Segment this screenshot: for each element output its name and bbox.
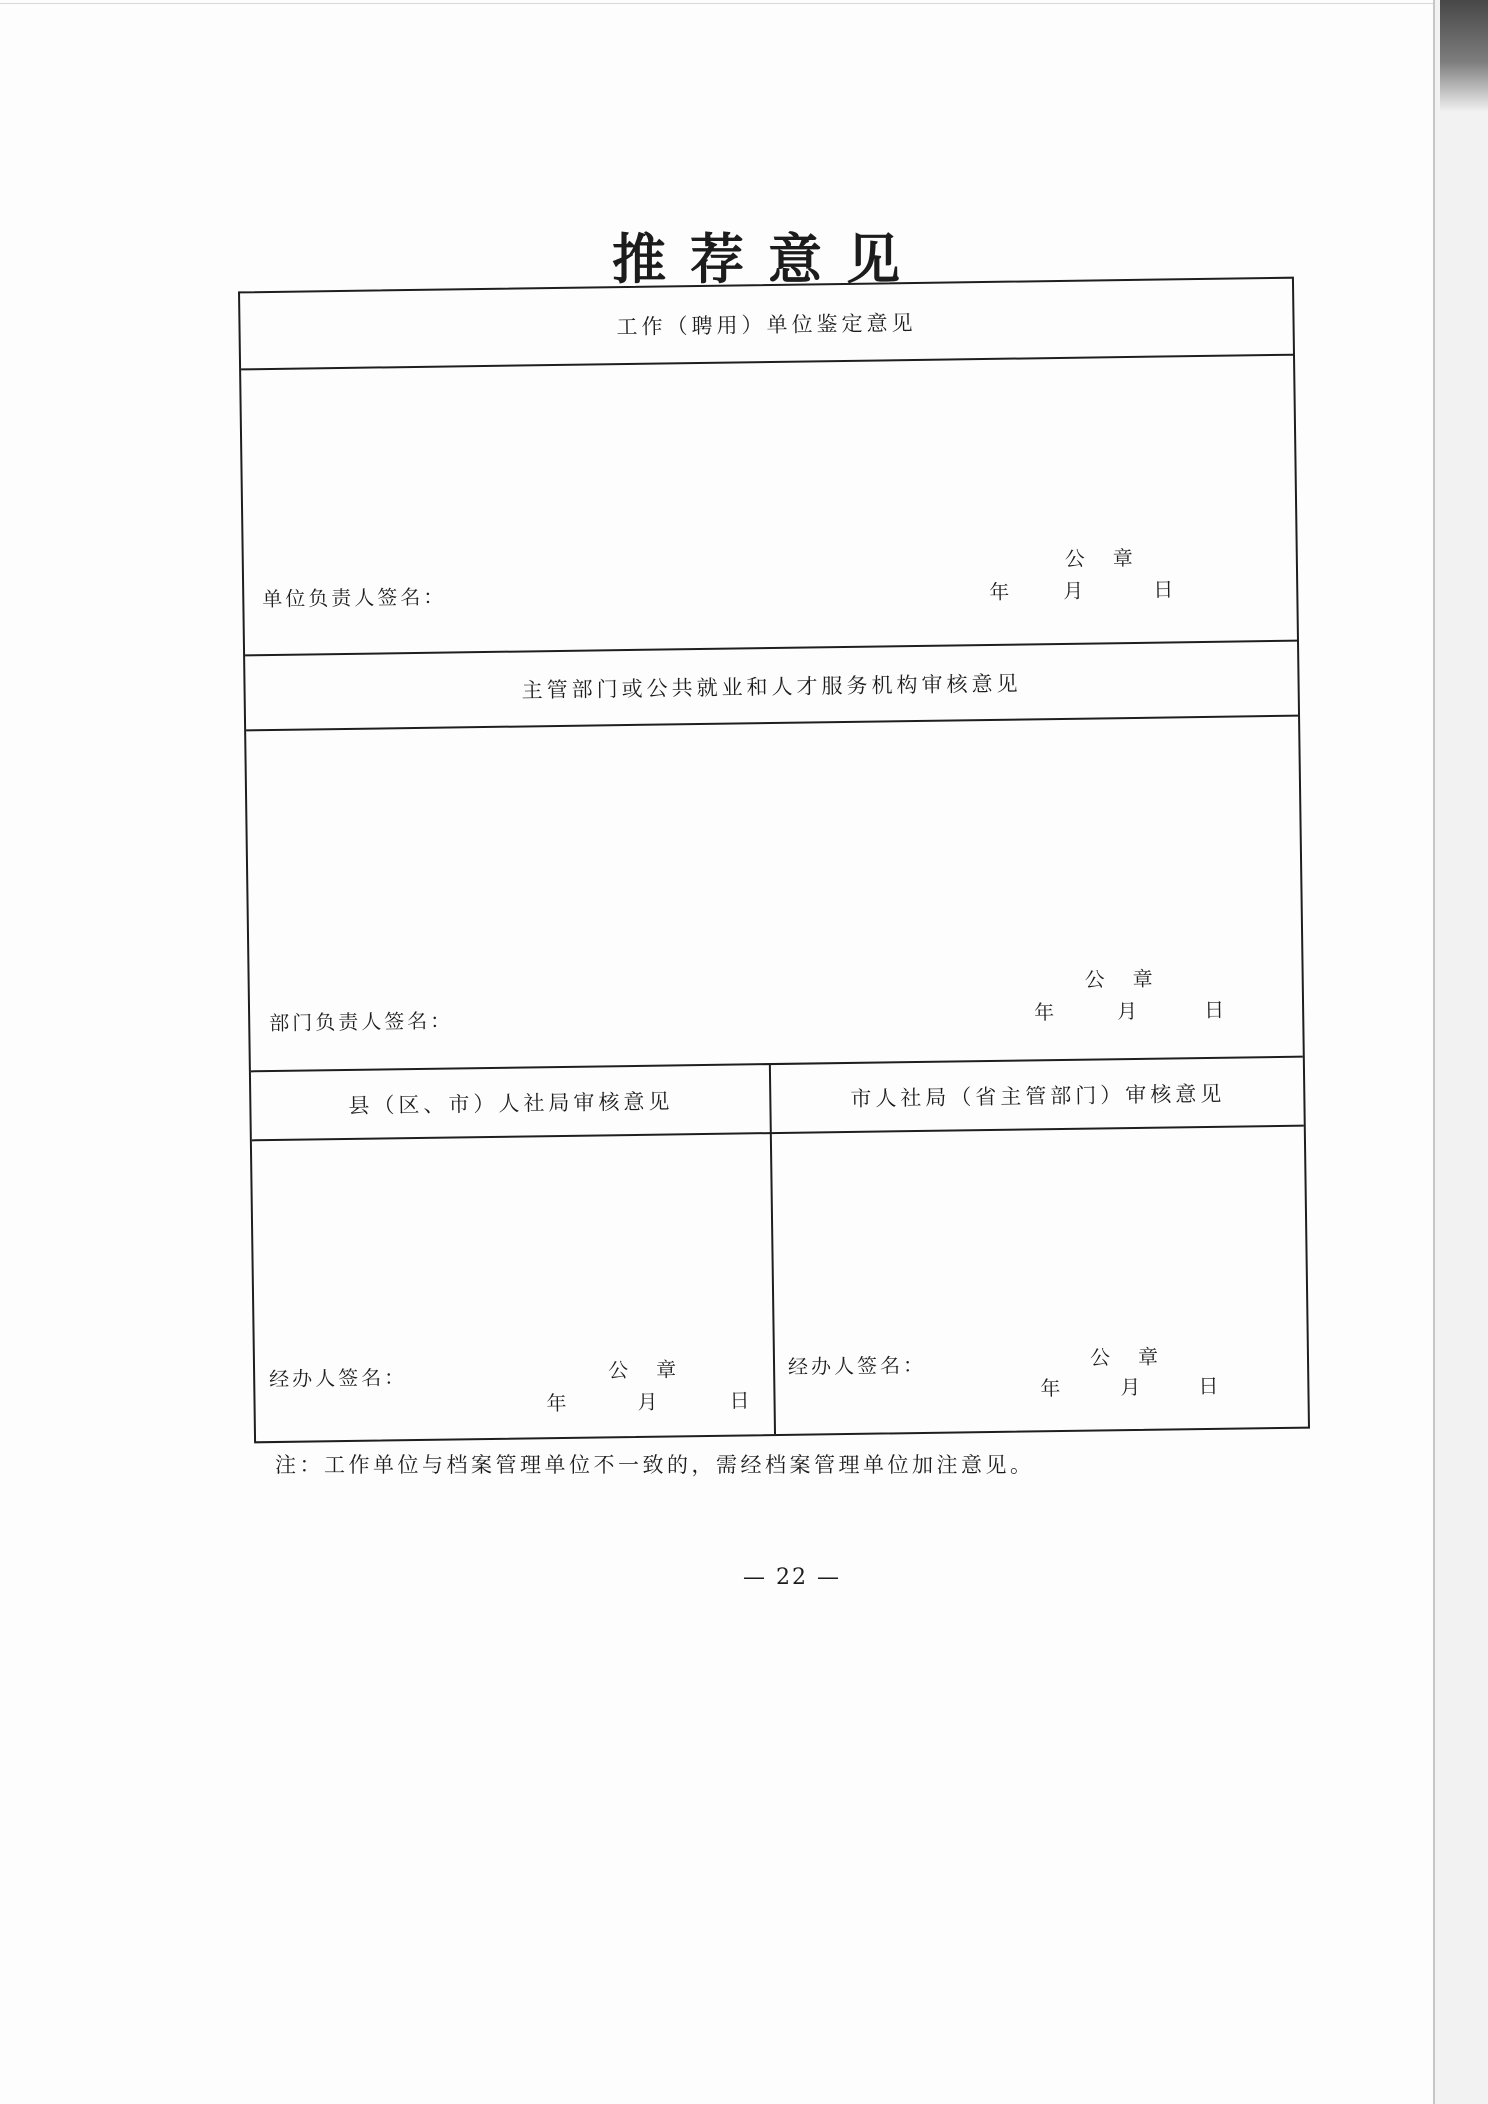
footnote: 注：工作单位与档案管理单位不一致的，需经档案管理单位加注意见。 [275, 1453, 1035, 1477]
city-signature-label: 经办人签名： [787, 1352, 927, 1379]
county-date-year: 年 [546, 1390, 570, 1416]
county-seal-label: 公章 [607, 1357, 705, 1383]
county-signature-label: 经办人签名： [269, 1365, 408, 1392]
unit-date-month: 月 [1063, 578, 1087, 603]
page-number: — 22 — [743, 1565, 841, 1590]
unit-seal-label: 公章 [1064, 545, 1161, 571]
section-header-unit-appraisal [240, 279, 1293, 370]
department-date-month: 月 [1116, 998, 1141, 1024]
section-header-city-review-text: 市人社局（省主管部门）审核意见 [850, 1081, 1226, 1111]
city-date-month: 月 [1120, 1374, 1144, 1400]
section-header-unit-appraisal-text: 工作（聘用）单位鉴定意见 [616, 310, 917, 340]
unit-date-year: 年 [989, 579, 1013, 604]
section-header-county-review [251, 1064, 771, 1140]
department-date-year: 年 [1033, 1000, 1058, 1025]
department-seal-label: 公章 [1084, 966, 1181, 992]
county-date-day: 日 [729, 1388, 753, 1413]
department-date-day: 日 [1203, 997, 1228, 1023]
city-date-year: 年 [1040, 1376, 1064, 1401]
county-date-month: 月 [637, 1389, 661, 1414]
section-header-department-review [245, 641, 1298, 731]
scan-top-edge [0, 3, 1433, 4]
unit-signature-label: 单位负责人签名： [262, 584, 447, 612]
recommendation-form-table [238, 277, 1310, 1444]
city-date-day: 日 [1198, 1373, 1222, 1399]
department-signature-label: 部门负责人签名： [269, 1008, 454, 1036]
section-header-city-review [770, 1057, 1306, 1133]
page-title: 推荐意见 [612, 227, 924, 291]
section-header-county-review-text: 县（区、市）人社局审核意见 [348, 1088, 674, 1118]
section-header-department-review-text: 主管部门或公共就业和人才服务机构审核意见 [521, 671, 1022, 703]
unit-date-day: 日 [1153, 577, 1177, 602]
city-seal-label: 公章 [1089, 1344, 1187, 1370]
scan-right-edge-shadow [1433, 0, 1488, 2104]
scan-corner-shadow [1440, 0, 1488, 112]
